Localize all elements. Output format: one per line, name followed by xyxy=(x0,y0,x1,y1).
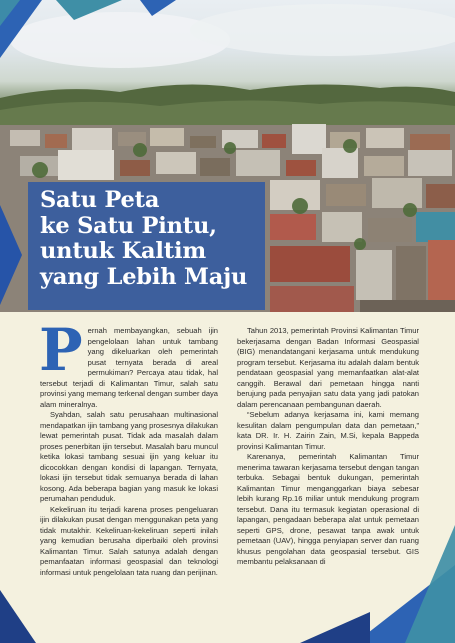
paragraph: Tahun 2013, pemerintah Provinsi Kalimantan Timur bekerjasama dengan Badan Informasi Geospasial (BIG) menandatangani kerjasama untuk mendukung program tersebut. Kerjasama itu adalah dalam bentuk pendataan geospasial yang memanfaatkan alat-alat canggih. Berawal dari pemetaan hingga nanti berujung pada penyajian satu data yang jadi patokan dalam perencanaan pembangunan daerah. xyxy=(237,326,419,409)
right-column xyxy=(237,326,419,568)
title-line: yang Lebih Maju xyxy=(40,263,248,290)
top-left-teal-decoration xyxy=(0,0,20,26)
paragraph: Syahdan, salah satu perusahaan multinasional mendapatkan ijin tambang yang prosesnya dilakukan lewat pemerintah pusat. Tidak ada masalah dalam proses penerbitan ijin tersebut. Masalah baru muncul ketika lokasi tambang sesuai ijin yang keluar itu dicocokkan dengan kondisi di lapangan. Ternyata, lokasi ijin tersebut tidak semuanya berada di lahan kosong. Ada beberapa bagian yang masuk ke lokasi perumahan penduduk. xyxy=(40,410,218,503)
left-column xyxy=(39,316,218,578)
top-right-decoration xyxy=(140,0,176,16)
bottom-right-dark-decoration xyxy=(300,612,370,643)
paragraph: ernah membayangkan, sebuah ijin pengelolaan lahan untuk tambang yang dikeluarkan oleh pemerintah pusat ternyata berada di areal permukiman? Percaya atau tidak, hal tersebut terjadi di Kalimantan Timur, salah satu provinsi yang memang terkenal dengan sumber daya alam mineralnya. xyxy=(40,326,218,409)
bottom-left-decoration xyxy=(0,590,36,643)
article-title xyxy=(40,188,265,290)
drop-cap: P xyxy=(39,316,83,384)
paragraph: Kekeliruan itu terjadi karena proses pengeluaran ijin dilakukan pusat dengan menggunakan peta yang tidak mutakhir. Kekeliruan-kekeliruan seperti inilah yang kemudian berusaha diperbaiki oleh provinsi Kalimantan Timur. Salah satunya adalah dengan pemanfaatan informasi geospasial dan teknologi informasi untuk pengelolaan tata ruang dan perijinan. xyxy=(40,504,218,577)
paragraph: Karenanya, pemerintah Kalimantan Timur menerima tawaran kerjasama tersebut dengan tangan terbuka. Sebagai bentuk dukungan, pemerintah Kalimantan Timur menganggarkan biaya sebesar lebih kurang Rp.16 miliar untuk mendukung program tersebut. Dana itu termasuk kegiatan operasional di lapangan, pengadaan beberapa alat untuk pemetaan seperti GPS, drone, pesawat tanpa awak untuk pemetaan (UAV), hingga penyiapan server dan ruang khusus pengolahan data geospasial tersebut. GIS membantu pelaksanaan di xyxy=(237,452,419,566)
title-line: untuk Kaltim xyxy=(40,238,206,264)
paragraph: “Sebelum adanya kerjasama ini, kami memang kesulitan dalam pengumpulan data dan pemetaan,” kata DR. Ir. H. Zairin Zain, M.Si, kepala Bappeda provinsi Kalimantan Timur. xyxy=(237,410,419,451)
top-band-decoration xyxy=(56,0,122,20)
left-edge-decoration xyxy=(0,205,22,305)
title-line: Satu Peta xyxy=(40,187,160,213)
title-line: ke Satu Pintu, xyxy=(40,212,217,239)
